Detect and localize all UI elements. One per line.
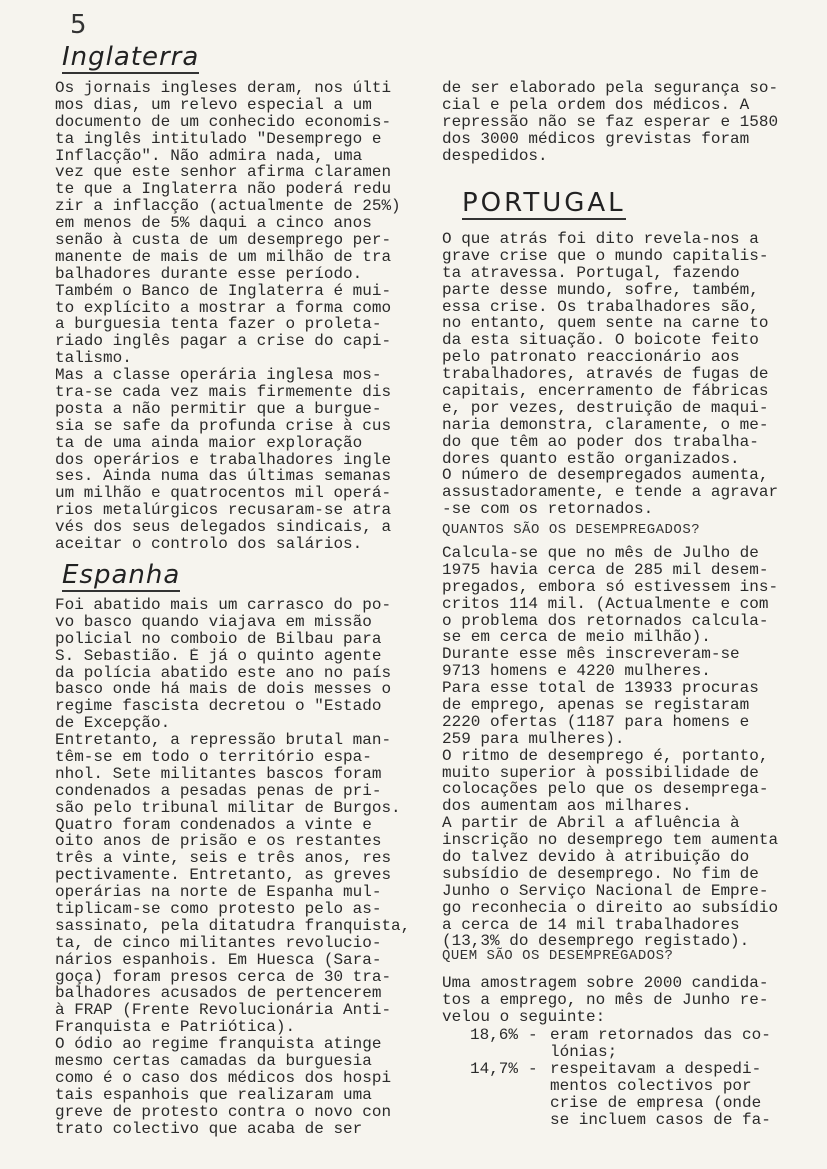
list-item-text: mentos colectivos por bbox=[550, 1077, 752, 1095]
portugal-article bbox=[442, 231, 778, 518]
text-line: dos operários e trabalhadores ingle bbox=[55, 451, 392, 469]
quantos-article bbox=[442, 545, 778, 950]
text-line: a cerca de 14 mil trabalhadores bbox=[442, 916, 740, 934]
text-line: trato colectivo que acaba de ser bbox=[55, 1120, 363, 1138]
text-line: colocações pelo que os desemprega- bbox=[442, 781, 769, 799]
text-line: ta de uma ainda maior exploração bbox=[55, 434, 363, 452]
text-line: Quatro foram condenados a vinte e bbox=[55, 816, 372, 834]
text-line: riado inglês pagar a crise do capi- bbox=[55, 333, 392, 351]
text-line: ta, de cinco militantes revolucio- bbox=[55, 934, 382, 952]
text-line: talismo. bbox=[55, 350, 132, 368]
list-item bbox=[470, 1112, 800, 1129]
list-item-text: lónias; bbox=[550, 1043, 618, 1061]
text-line: muito superior à possibilidade de bbox=[442, 764, 759, 782]
text-line: Inflacção". Não admira nada, uma bbox=[55, 147, 363, 165]
text-line: Também o Banco de Inglaterra é mui- bbox=[55, 282, 392, 300]
text-line: ses. Ainda numa das últimas semanas bbox=[55, 468, 392, 486]
text-line: Durante esse mês inscreveram-se bbox=[442, 646, 740, 664]
text-line: Entretanto, a repressão brutal man- bbox=[55, 732, 392, 750]
text-line: pregados, embora só estivessem ins- bbox=[442, 578, 779, 596]
text-line: nhol. Sete militantes bascos foram bbox=[55, 765, 382, 783]
text-line: o problema dos retornados calcula- bbox=[442, 612, 769, 630]
text-line: nários espanhois. Em Huesca (Sara- bbox=[55, 951, 382, 969]
text-line: go reconhecia o direito ao subsídio bbox=[442, 899, 779, 917]
text-line: pectivamente. Entretanto, as greves bbox=[55, 867, 392, 885]
text-line: assustadoramente, e tende a agravar bbox=[442, 484, 779, 502]
text-line: Uma amostragem sobre 2000 candida- bbox=[442, 975, 769, 992]
text-line: do talvez devido à atribuição do bbox=[442, 849, 750, 866]
text-line: senão à custa de um desemprego per- bbox=[55, 232, 392, 249]
text-line: do que têm ao poder dos trabalha- bbox=[442, 433, 759, 451]
text-line: de Excepção. bbox=[55, 715, 171, 733]
text-line: grave crise que o mundo capitalis- bbox=[442, 247, 769, 265]
list-dash: - bbox=[528, 1026, 538, 1044]
text-line: tos a emprego, no mês de Junho re- bbox=[442, 991, 769, 1009]
text-line: capitais, encerramento de fábricas bbox=[442, 383, 769, 400]
text-line: despedidos. bbox=[442, 147, 548, 165]
text-line: Foi abatido mais um carrasco do po- bbox=[55, 597, 392, 614]
statistics-list bbox=[470, 1027, 800, 1129]
text-line: parte desse mundo, sofre, também, bbox=[442, 281, 759, 299]
text-line: -se com os retornados. bbox=[442, 501, 654, 519]
text-line: O ritmo de desemprego é, portanto, bbox=[442, 747, 769, 765]
text-line: operárias na norte de Espanha mul- bbox=[55, 884, 382, 902]
list-item bbox=[470, 1078, 800, 1095]
text-line: greve de protesto contra o novo con bbox=[55, 1103, 392, 1121]
text-line: pelo patronato reaccionário aos bbox=[442, 349, 740, 367]
subhead-quantos: QUANTOS SÃO OS DESEMPREGADOS? bbox=[442, 522, 701, 538]
page-number: 5 bbox=[70, 10, 87, 40]
subhead-quem: QUEM SÃO OS DESEMPREGADOS? bbox=[442, 948, 674, 964]
text-line: essa crise. Os trabalhadores são, bbox=[442, 298, 759, 316]
percentage-value: 14,7% bbox=[470, 1060, 519, 1078]
text-line: rios metalúrgicos recusaram-se atra bbox=[55, 502, 392, 520]
text-line: 259 para mulheres). bbox=[442, 730, 625, 748]
heading-espanha: Espanha bbox=[62, 560, 181, 590]
text-line: a burguesia tenta fazer o proleta- bbox=[55, 316, 382, 334]
text-line: e, por vezes, destruição de maqui- bbox=[442, 399, 769, 417]
text-line: repressão não se faz esperar e 1580 bbox=[442, 113, 779, 131]
text-line: regime fascista decretou o "Estado bbox=[55, 698, 382, 716]
text-line: posta a não permitir que a burgue- bbox=[55, 400, 382, 418]
text-line: goça) foram presos cerca de 30 tra- bbox=[55, 968, 392, 986]
text-line: três a vinte, seis e três anos, res bbox=[55, 850, 392, 868]
espanha-continuation bbox=[442, 80, 778, 164]
text-line: balhadores acusados de pertencerem bbox=[55, 985, 382, 1003]
text-line: um milhão e quatrocentos mil operá- bbox=[55, 485, 392, 503]
text-line: de ser elaborado pela segurança so- bbox=[442, 80, 779, 97]
text-line: Mas a classe operária inglesa mos- bbox=[55, 367, 382, 385]
text-line: inscrição no desemprego tem aumenta bbox=[442, 832, 779, 850]
text-line: vez que este senhor afirma claramen bbox=[55, 164, 392, 182]
text-line: mos dias, um relevo especial a um bbox=[55, 96, 372, 114]
text-line: sia se safe da profunda crise à cus bbox=[55, 417, 392, 435]
text-line: Junho o Serviço Nacional de Empre- bbox=[442, 882, 769, 900]
text-line: se em cerca de meio milhão). bbox=[442, 629, 711, 647]
text-line: mesmo certas camadas da burguesia bbox=[55, 1053, 372, 1070]
heading-inglaterra: Inglaterra bbox=[62, 42, 200, 72]
text-line: naria demonstra, claramente, o me- bbox=[442, 416, 769, 434]
text-line: ta atravessa. Portugal, fazendo bbox=[442, 264, 740, 282]
heading-portugal: PORTUGAL bbox=[462, 188, 626, 218]
text-line: de emprego, apenas se registaram bbox=[442, 697, 750, 714]
text-line: tiplicam-se como protesto pelo as- bbox=[55, 901, 382, 918]
text-line: vés dos seus delegados sindicais, a bbox=[55, 519, 392, 537]
text-line: 1975 havia cerca de 285 mil desem- bbox=[442, 561, 769, 579]
list-item bbox=[470, 1044, 800, 1061]
text-line: condenados a pesadas penas de pri- bbox=[55, 782, 382, 800]
text-line: A partir de Abril a afluência à bbox=[442, 815, 740, 833]
text-line: subsídio de desemprego. No fim de bbox=[442, 865, 759, 883]
percentage-value: 18,6% bbox=[470, 1026, 519, 1044]
text-line: velou o seguinte: bbox=[442, 1008, 606, 1026]
text-line: 9713 homens e 4220 mulheres. bbox=[442, 663, 711, 681]
list-item bbox=[470, 1027, 800, 1044]
text-line: S. Sebastião. É já o quinto agente bbox=[55, 647, 382, 665]
text-line: têm-se em todo o território espa- bbox=[55, 749, 372, 766]
text-line: balhadores durante esse período. bbox=[55, 265, 363, 283]
text-line: vo basco quando viajava em missão bbox=[55, 613, 372, 631]
text-line: Franquista e Patriótica). bbox=[55, 1019, 296, 1037]
espanha-article bbox=[55, 597, 410, 1138]
text-line: no entanto, quem sente na carne to bbox=[442, 315, 769, 333]
text-line: critos 114 mil. (Actualmente e com bbox=[442, 595, 769, 613]
text-line: tais espanhois que realizaram uma bbox=[55, 1086, 372, 1104]
inglaterra-article bbox=[55, 80, 401, 553]
text-line: tra-se cada vez mais firmemente dis bbox=[55, 384, 392, 401]
text-line: O número de desempregados aumenta, bbox=[442, 467, 769, 485]
text-line: dos aumentam aos milhares. bbox=[442, 798, 692, 816]
text-line: como é o caso dos médicos dos hospi bbox=[55, 1069, 392, 1087]
text-line: aceitar o controlo dos salários. bbox=[55, 536, 363, 553]
text-line: são pelo tribunal militar de Burgos. bbox=[55, 799, 401, 817]
text-line: O ódio ao regime franquista atinge bbox=[55, 1036, 382, 1054]
text-line: cial e pela ordem dos médicos. A bbox=[442, 96, 750, 114]
list-item bbox=[470, 1061, 800, 1078]
text-line: sassinato, pela ditatudra franquista, bbox=[55, 917, 411, 935]
text-line: Para esse total de 13933 procuras bbox=[442, 680, 759, 698]
text-line: Os jornais ingleses deram, nos últi bbox=[55, 80, 392, 97]
text-line: policial no comboio de Bilbau para bbox=[55, 630, 382, 648]
list-item-text: se incluem casos de fa- bbox=[550, 1111, 771, 1129]
text-line: da esta situação. O boicote feito bbox=[442, 332, 759, 350]
list-item-text: eram retornados das co- bbox=[550, 1026, 771, 1044]
text-line: ta inglês intitulado "Desemprego e bbox=[55, 130, 382, 148]
list-item-text: respeitavam a despedi- bbox=[550, 1060, 762, 1078]
text-line: O que atrás foi dito revela-nos a bbox=[442, 231, 759, 248]
text-line: zir a inflacção (actualmente de 25%) bbox=[55, 198, 401, 216]
text-line: da polícia abatido este ano no país bbox=[55, 664, 392, 682]
text-line: em menos de 5% daqui a cinco anos bbox=[55, 215, 372, 233]
list-dash: - bbox=[528, 1060, 538, 1078]
list-item bbox=[470, 1095, 800, 1112]
text-line: basco onde há mais de dois messes o bbox=[55, 681, 392, 699]
text-line: manente de mais de um milhão de tra bbox=[55, 248, 392, 266]
text-line: (13,3% do desemprego registado). bbox=[442, 933, 750, 951]
text-line: oito anos de prisão e os restantes bbox=[55, 833, 382, 851]
text-line: 2220 ofertas (1187 para homens e bbox=[442, 713, 750, 731]
text-line: dos 3000 médicos grevistas foram bbox=[442, 130, 750, 148]
text-line: documento de um conhecido economis- bbox=[55, 113, 392, 131]
text-line: trabalhadores, através de fugas de bbox=[442, 366, 769, 384]
text-line: Calcula-se que no mês de Julho de bbox=[442, 545, 759, 562]
quem-article bbox=[442, 975, 768, 1026]
text-line: dores quanto estão organizados. bbox=[442, 450, 740, 468]
text-line: à FRAP (Frente Revolucionária Anti- bbox=[55, 1002, 392, 1020]
text-line: te que a Inglaterra não poderá redu bbox=[55, 181, 392, 199]
text-line: to explícito a mostrar a forma como bbox=[55, 299, 392, 317]
list-item-text: crise de empresa (onde bbox=[550, 1094, 762, 1112]
